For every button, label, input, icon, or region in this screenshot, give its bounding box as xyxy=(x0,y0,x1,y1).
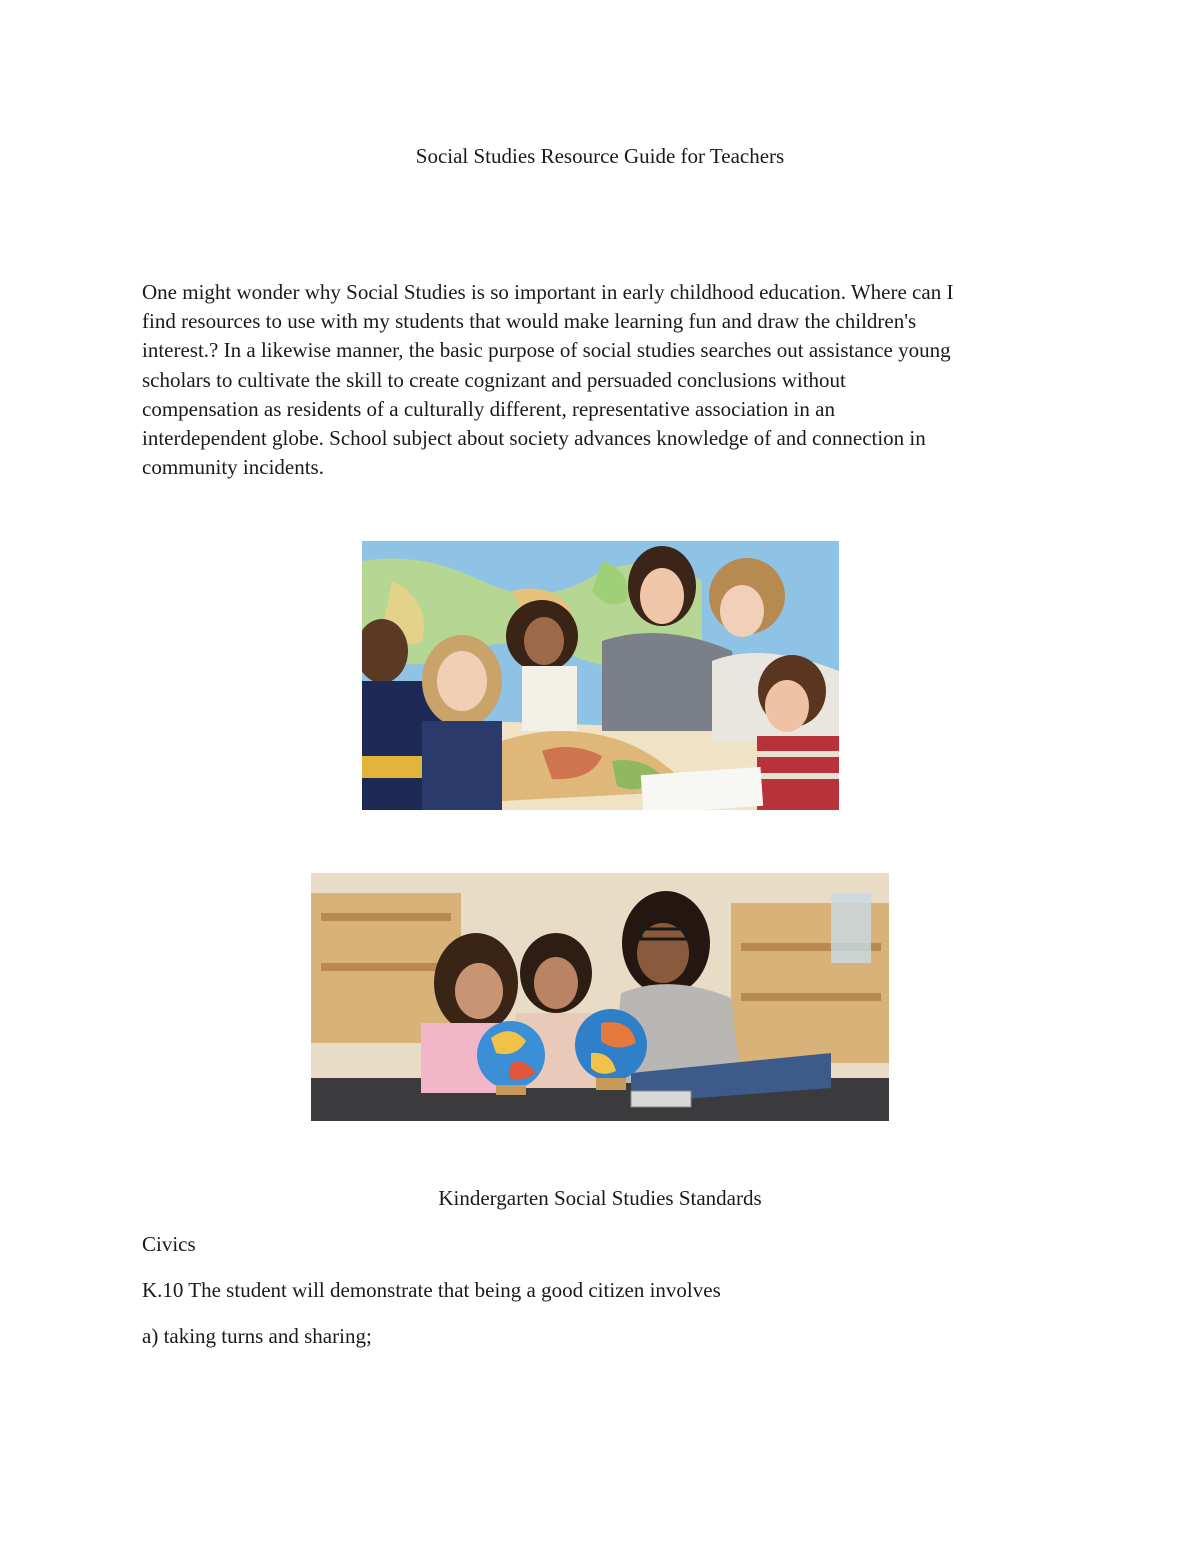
intro-line: interdependent globe. School subject about society advances knowledge of and connection in xyxy=(142,426,926,451)
classroom-globe-illustration xyxy=(311,873,889,1121)
document-title: Social Studies Resource Guide for Teachers xyxy=(415,144,785,168)
intro-line: community incidents. xyxy=(142,455,324,480)
standard-k10: K.10 The student will demonstrate that being a good citizen involves xyxy=(142,1278,721,1302)
classroom-map-illustration xyxy=(362,541,839,810)
intro-line: compensation as residents of a culturally different, representative association in an xyxy=(142,396,835,421)
civics-label: Civics xyxy=(142,1232,196,1256)
intro-line: find resources to use with my students that would make learning fun and draw the children's xyxy=(142,309,917,334)
intro-line: scholars to cultivate the skill to create cognizant and persuaded conclusions without xyxy=(142,367,846,392)
classroom-map-photo xyxy=(362,541,839,810)
intro-line: interest.? In a likewise manner, the basic purpose of social studies searches out assistance young xyxy=(142,338,951,363)
intro-paragraph xyxy=(142,278,1062,482)
standards-heading: Kindergarten Social Studies Standards xyxy=(438,1186,762,1210)
classroom-globe-photo xyxy=(311,873,889,1121)
standard-item-a: a) taking turns and sharing; xyxy=(142,1324,372,1348)
intro-line: One might wonder why Social Studies is so important in early childhood education. Where can I xyxy=(142,280,954,304)
